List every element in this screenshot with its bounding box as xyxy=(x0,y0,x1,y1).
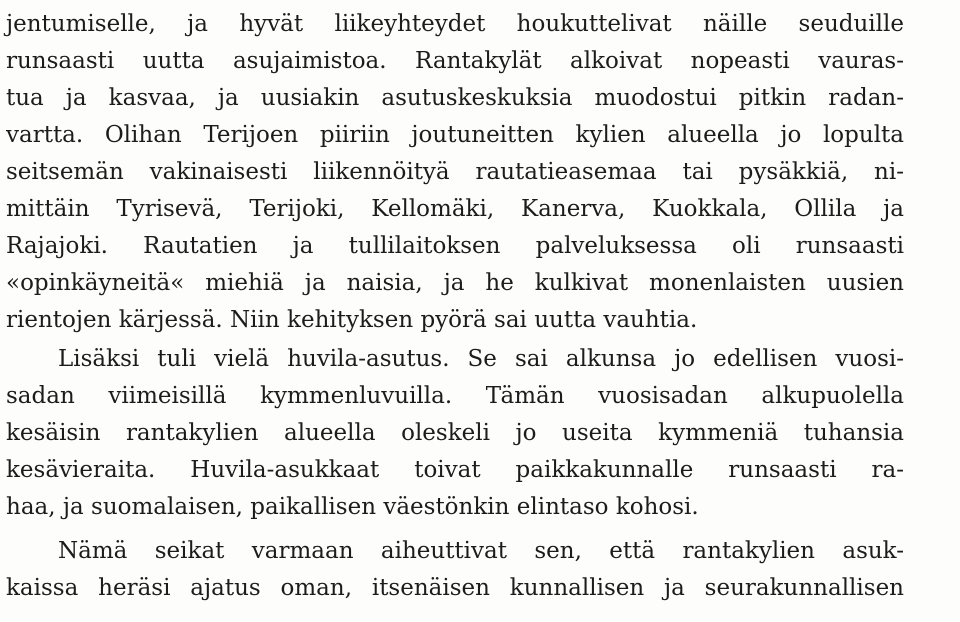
text-line: runsaasti uutta asujaimistoa. Rantakylät alkoivat nopeasti vauras- xyxy=(6,48,904,74)
text-line: haa, ja suomalaisen, paikallisen väestönkin elintaso kohosi. xyxy=(6,494,699,520)
text-line: vartta. Olihan Terijoen piiriin joutuneitten kylien alueella jo lopulta xyxy=(6,122,904,148)
text-line: Rajajoki. Rautatien ja tullilaitoksen palveluksessa oli runsaasti xyxy=(6,233,904,259)
text-line: Lisäksi tuli vielä huvila-asutus. Se sai alkunsa jo edellisen vuosi- xyxy=(58,346,904,372)
text-line: Nämä seikat varmaan aiheuttivat sen, että rantakylien asuk- xyxy=(58,538,904,564)
text-line: kesävieraita. Huvila-asukkaat toivat paikkakunnalle runsaasti ra- xyxy=(6,457,904,483)
text-line: kesäisin rantakylien alueella oleskeli jo useita kymmeniä tuhansia xyxy=(6,420,904,446)
text-line: tua ja kasvaa, ja uusiakin asutuskeskuksia muodostui pitkin radan- xyxy=(6,85,904,111)
text-line: seitsemän vakinaisesti liikennöityä rautatieasemaa tai pysäkkiä, ni- xyxy=(6,159,904,185)
text-line: sadan viimeisillä kymmenluvuilla. Tämän vuosisadan alkupuolella xyxy=(6,383,904,409)
text-line: rientojen kärjessä. Niin kehityksen pyörä sai uutta vauhtia. xyxy=(6,307,698,333)
text-line: jentumiselle, ja hyvät liikeyhteydet houkuttelivat näille seuduille xyxy=(6,11,904,37)
text-line: kaissa heräsi ajatus oman, itsenäisen kunnallisen ja seurakunnallisen xyxy=(6,575,904,601)
text-line: «opinkäyneitä« miehiä ja naisia, ja he kulkivat monenlaisten uusien xyxy=(6,270,904,296)
text-line: mittäin Tyrisevä, Terijoki, Kellomäki, Kanerva, Kuokkala, Ollila ja xyxy=(6,196,904,222)
